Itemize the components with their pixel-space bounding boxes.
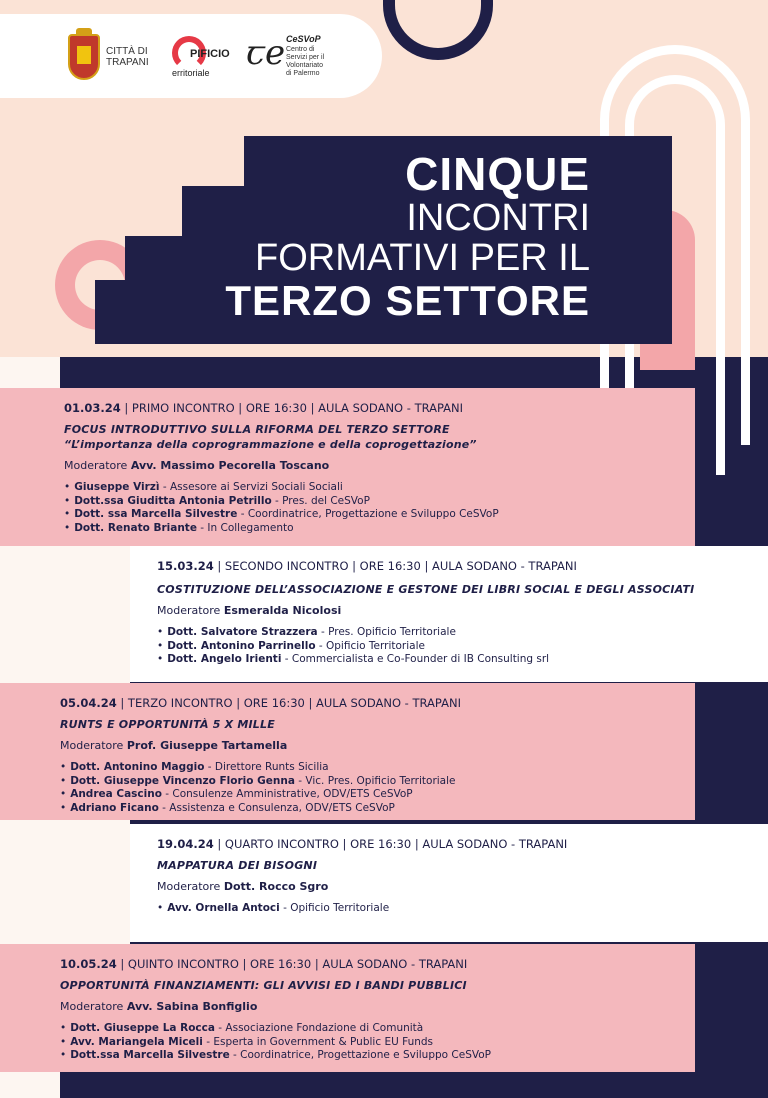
- speaker-role: - Coordinatrice, Progettazione e Sviluppo CeSVoP: [229, 1049, 492, 1061]
- moderator-label: Moderatore: [64, 459, 131, 472]
- speaker-list: [157, 626, 768, 667]
- list-item: • Avv. Ornella Antoci - Opificio Territoriale: [157, 902, 390, 914]
- event-card-4: [130, 824, 768, 942]
- list-item: • Dott. ssa Marcella Silvestre - Coordinatrice, Progettazione e Sviluppo CeSVoP: [64, 508, 499, 520]
- list-item: • Avv. Mariangela Miceli - Esperta in Government & Public EU Funds: [60, 1035, 434, 1048]
- title-line-1: CINQUE: [405, 148, 590, 200]
- title-line-4: TERZO SETTORE: [225, 277, 590, 324]
- event-header: [60, 695, 695, 711]
- event-info: | TERZO INCONTRO | ORE 16:30 | AULA SODANO - TRAPANI: [116, 696, 461, 710]
- logo-opificio-territoriale: [168, 34, 238, 80]
- list-item: • Adriano Ficano - Assistenza e Consulenza, ODV/ETS CeSVoP: [60, 801, 395, 814]
- speaker-name: Dott. Giuseppe Vincenzo Florio Genna: [70, 774, 295, 787]
- event-title: COSTITUZIONE DELL’ASSOCIAZIONE E GESTONE DEI LIBRI SOCIAL E DEGLI ASSOCIATI: [157, 583, 695, 596]
- speaker-name: Dott. Antonino Maggio: [70, 761, 205, 773]
- event-header: [157, 836, 768, 852]
- white-strip: [0, 541, 130, 686]
- speaker-list: [60, 1022, 695, 1063]
- event-header: [157, 558, 768, 574]
- speaker-role: - Opificio Territoriale: [315, 639, 425, 652]
- opificio-logo-text: PIFICIO: [190, 48, 230, 60]
- speaker-name: Andrea Cascino: [70, 788, 162, 800]
- cesvop-mark-icon: ꞇe: [246, 33, 286, 73]
- event-title: FOCUS INTRODUTTIVO SULLA RIFORMA DEL TERZO SETTORE: [64, 423, 450, 436]
- speaker-name: Dott.ssa Giuditta Antonia Petrillo: [74, 494, 272, 507]
- speaker-name: Dott.ssa Marcella Silvestre: [70, 1049, 230, 1061]
- speaker-name: Dott. ssa Marcella Silvestre: [74, 508, 238, 520]
- moderator-name: Avv. Massimo Pecorella Toscano: [130, 459, 330, 472]
- logo-cesvop: [246, 30, 366, 84]
- speaker-list: [64, 481, 695, 535]
- event-card-1: [0, 388, 695, 546]
- event-card-2: [130, 546, 768, 682]
- moderator-name: Avv. Sabina Bonfiglio: [126, 1000, 258, 1013]
- list-item: • Dott. Renato Briante - In Collegamento: [64, 521, 294, 534]
- list-item: • Dott.ssa Giuditta Antonia Petrillo - Pres. del CeSVoP: [64, 494, 370, 507]
- speaker-name: Avv. Ornella Antoci: [167, 902, 280, 914]
- speaker-list: [60, 761, 695, 815]
- event-moderator: [157, 603, 768, 618]
- moderator-name: Prof. Giuseppe Tartamella: [126, 739, 288, 752]
- white-strip-lower: [0, 820, 130, 945]
- event-moderator: [157, 879, 768, 894]
- cesvop-logo-title: CeSVoP: [286, 34, 321, 44]
- speaker-name: Dott. Salvatore Strazzera: [167, 626, 318, 638]
- list-item: • Dott. Antonino Maggio - Direttore Runts Sicilia: [60, 761, 329, 773]
- list-item: • Dott.ssa Marcella Silvestre - Coordinatrice, Progettazione e Sviluppo CeSVoP: [60, 1049, 492, 1061]
- event-moderator: [64, 458, 695, 473]
- logo-citta-di-trapani: [68, 34, 149, 80]
- event-date: 15.03.24: [157, 559, 214, 573]
- moderator-label: Moderatore: [157, 880, 224, 893]
- speaker-role: - Direttore Runts Sicilia: [204, 761, 329, 773]
- moderator-name: Dott. Rocco Sgro: [223, 880, 329, 893]
- crest-icon: [68, 34, 100, 80]
- speaker-list: [157, 902, 768, 916]
- speaker-name: Giuseppe Virzì: [74, 481, 160, 493]
- event-date: 01.03.24: [64, 401, 121, 415]
- list-item: • Dott. Giuseppe La Rocca - Associazione Fondazione di Comunità: [60, 1022, 424, 1034]
- event-info: | SECONDO INCONTRO | ORE 16:30 | AULA SODANO - TRAPANI: [213, 559, 577, 573]
- speaker-name: Dott. Giuseppe La Rocca: [70, 1022, 215, 1034]
- speaker-role: - Pres. del CeSVoP: [271, 494, 370, 507]
- list-item: • Dott. Salvatore Strazzera - Pres. Opificio Territoriale: [157, 626, 456, 638]
- event-card-5: [0, 944, 695, 1072]
- list-item: • Giuseppe Virzì - Assesore ai Servizi Sociali Sociali: [64, 481, 343, 493]
- speaker-role: - Esperta in Government & Public EU Funds: [202, 1035, 434, 1048]
- event-moderator: [60, 738, 695, 753]
- list-item: • Dott. Giuseppe Vincenzo Florio Genna - Vic. Pres. Opificio Territoriale: [60, 774, 456, 787]
- event-card-3: [0, 683, 695, 820]
- speaker-role: - Vic. Pres. Opificio Territoriale: [294, 774, 456, 787]
- trapani-logo-text: CITTÀ DI TRAPANI: [106, 46, 149, 68]
- speaker-role: - Pres. Opificio Territoriale: [317, 626, 456, 638]
- speaker-role: - Consulenze Amministrative, ODV/ETS CeSVoP: [161, 788, 413, 800]
- title-line-2: INCONTRI: [406, 197, 590, 239]
- list-item: • Andrea Cascino - Consulenze Amministrative, ODV/ETS CeSVoP: [60, 788, 413, 800]
- list-item: • Dott. Angelo Irienti - Commercialista e Co-Founder di IB Consulting srl: [157, 653, 550, 665]
- event-subtitle: “L’importanza della coprogrammazione e della coprogettazione”: [64, 438, 477, 451]
- event-header: [64, 400, 695, 416]
- event-date: 10.05.24: [60, 957, 117, 971]
- moderator-label: Moderatore: [60, 739, 127, 752]
- moderator-name: Esmeralda Nicolosi: [223, 604, 342, 617]
- moderator-label: Moderatore: [157, 604, 224, 617]
- event-title: RUNTS E OPPORTUNITÀ 5 X MILLE: [60, 718, 275, 731]
- event-date: 05.04.24: [60, 696, 117, 710]
- event-title: MAPPATURA DEI BISOGNI: [157, 859, 318, 872]
- moderator-label: Moderatore: [60, 1000, 127, 1013]
- event-moderator: [60, 999, 695, 1014]
- speaker-role: - Assesore ai Servizi Sociali Sociali: [159, 481, 343, 493]
- opificio-logo-subtext: erritoriale: [172, 68, 210, 78]
- event-date: 19.04.24: [157, 837, 214, 851]
- page-title: [225, 150, 590, 324]
- speaker-name: Dott. Antonino Parrinello: [167, 639, 316, 652]
- speaker-role: - Opificio Territoriale: [279, 902, 390, 914]
- speaker-name: Dott. Angelo Irienti: [167, 653, 282, 665]
- navy-arc-decoration: [383, 0, 493, 60]
- speaker-name: Dott. Renato Briante: [74, 521, 197, 534]
- speaker-role: - Associazione Fondazione di Comunità: [214, 1022, 424, 1034]
- title-line-3: FORMATIVI PER IL: [254, 237, 590, 279]
- cesvop-logo-subtitle: Centro di Servizi per il Volontariato di Palermo: [286, 46, 325, 77]
- speaker-role: - In Collegamento: [196, 521, 294, 534]
- event-title: OPPORTUNITÀ FINANZIAMENTI: GLI AVVISI ED I BANDI PUBBLICI: [60, 979, 467, 992]
- event-info: | QUARTO INCONTRO | ORE 16:30 | AULA SODANO - TRAPANI: [213, 837, 568, 851]
- list-item: • Dott. Antonino Parrinello - Opificio Territoriale: [157, 639, 425, 652]
- speaker-name: Avv. Mariangela Miceli: [70, 1035, 203, 1048]
- event-info: | QUINTO INCONTRO | ORE 16:30 | AULA SODANO - TRAPANI: [116, 957, 468, 971]
- speaker-name: Adriano Ficano: [70, 801, 159, 814]
- speaker-role: - Coordinatrice, Progettazione e Sviluppo CeSVoP: [237, 508, 499, 520]
- speaker-role: - Assistenza e Consulenza, ODV/ETS CeSVoP: [158, 801, 395, 814]
- event-info: | PRIMO INCONTRO | ORE 16:30 | AULA SODANO - TRAPANI: [120, 401, 464, 415]
- event-header: [60, 956, 695, 972]
- speaker-role: - Commercialista e Co-Founder di IB Consulting srl: [281, 653, 550, 665]
